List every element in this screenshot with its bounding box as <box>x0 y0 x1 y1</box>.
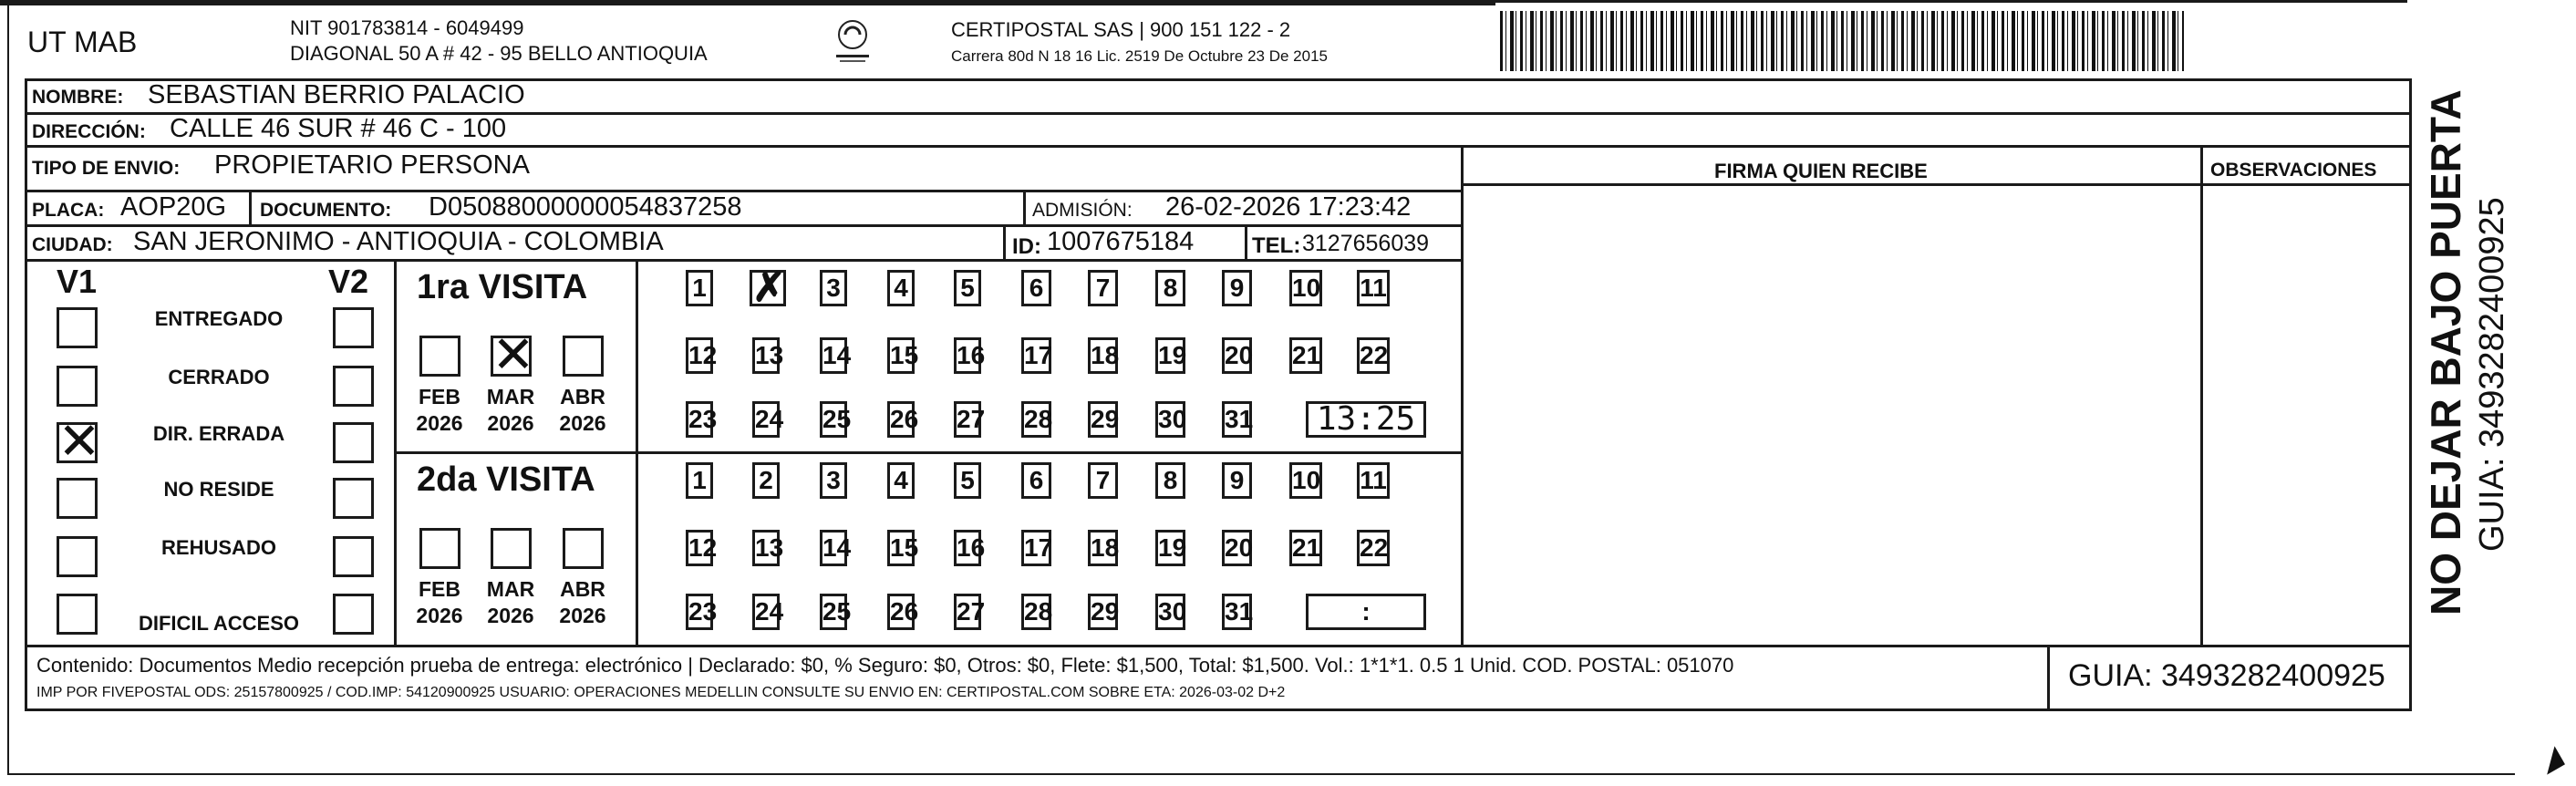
v1-checkbox[interactable] <box>57 307 98 348</box>
side-guia: GUIA: 3493282400925 <box>2473 197 2511 552</box>
day-cell[interactable]: 9 <box>1222 270 1252 306</box>
v1-checkbox[interactable] <box>57 366 98 407</box>
day-cell[interactable]: 13 <box>752 530 780 566</box>
day-cell[interactable] <box>750 265 786 310</box>
direccion-value: CALLE 46 SUR # 46 C - 100 <box>170 114 507 143</box>
documento-label: DOCUMENTO: <box>260 200 392 221</box>
placa-label: PLACA: <box>32 200 105 221</box>
day-cell[interactable]: 24 <box>752 401 780 438</box>
certipostal-logo <box>834 18 871 55</box>
admision-value: 26-02-2026 17:23:42 <box>1165 192 1412 222</box>
day-cell[interactable]: 1 <box>686 462 713 499</box>
guia-divider <box>2047 645 2050 711</box>
day-cell[interactable]: 26 <box>887 401 915 438</box>
header-nit: NIT 901783814 - 6049499 <box>290 16 524 39</box>
footer-guia: GUIA: 3493282400925 <box>2068 658 2385 693</box>
day-cell[interactable]: 4 <box>887 462 915 499</box>
v2-checkbox[interactable] <box>333 594 374 635</box>
brand: UT MAB <box>27 26 138 58</box>
visit-title: 2da VISITA <box>417 460 595 499</box>
carrier-name: CERTIPOSTAL SAS | 900 151 122 - 2 <box>951 18 1291 41</box>
day-cell[interactable]: 21 <box>1289 337 1322 374</box>
id-divider <box>1003 224 1006 259</box>
day-cell[interactable]: 8 <box>1155 270 1185 306</box>
day-cell[interactable]: 25 <box>820 594 847 630</box>
status-option-label: REHUSADO <box>161 536 276 559</box>
month-checkbox[interactable] <box>419 528 460 569</box>
day-cell[interactable]: 3 <box>820 462 847 499</box>
day-cell[interactable]: 3 <box>820 270 847 306</box>
month-label: ABR <box>560 577 605 601</box>
visit-title: 1ra VISITA <box>417 268 588 306</box>
day-cell[interactable]: 6 <box>1021 462 1051 499</box>
month-label: MAR <box>486 577 535 601</box>
top-border <box>0 0 1495 5</box>
v2-checkbox[interactable] <box>333 307 374 348</box>
tipo-value: PROPIETARIO PERSONA <box>214 150 530 180</box>
v1-checkbox[interactable] <box>57 594 98 635</box>
day-cell[interactable]: 27 <box>954 594 981 630</box>
obs-divider <box>2200 145 2203 645</box>
id-value: 1007675184 <box>1047 227 1195 256</box>
day-cell[interactable]: 25 <box>820 401 847 438</box>
observaciones-label: OBSERVACIONES <box>2210 160 2377 181</box>
side-warning: NO DEJAR BAJO PUERTA <box>2422 89 2469 615</box>
tel-divider <box>1245 224 1247 259</box>
tel-label: TEL: <box>1252 233 1301 258</box>
day-cell[interactable]: 19 <box>1155 337 1185 374</box>
day-cell[interactable]: 18 <box>1088 337 1118 374</box>
firma-line <box>1461 183 2412 186</box>
status-option-label: DIR. ERRADA <box>152 422 285 445</box>
month-label: FEB <box>419 577 460 601</box>
carrier-address: Carrera 80d N 18 16 Lic. 2519 De Octubre 23 De 2015 <box>951 47 1328 65</box>
left-edge <box>7 5 9 773</box>
row-line <box>25 259 1464 262</box>
day-cell[interactable]: 15 <box>887 530 915 566</box>
day-cell[interactable]: 20 <box>1222 337 1252 374</box>
top-border-right <box>1495 0 2407 3</box>
footer-imp: IMP POR FIVEPOSTAL ODS: 25157800925 / COD.IMP: 54120900925 USUARIO: OPERACIONES MEDELLIN CONSULTE SU ENVIO EN: CERTIPOSTAL.COM SOBRE ETA: 2026-03-02 D+2 <box>36 685 1286 700</box>
day-cell[interactable]: 12 <box>686 530 713 566</box>
day-cell[interactable]: 1 <box>686 270 713 306</box>
admision-divider <box>1023 190 1026 224</box>
day-cell[interactable]: 5 <box>954 270 981 306</box>
check-x-mark: ✕ <box>491 326 535 383</box>
day-cell[interactable]: 30 <box>1155 401 1185 438</box>
day-cell[interactable]: 10 <box>1289 270 1322 306</box>
ciudad-label: CIUDAD: <box>32 234 113 255</box>
year-label: 2026 <box>487 604 534 627</box>
day-cell[interactable]: 21 <box>1289 530 1322 566</box>
day-cell[interactable]: 26 <box>887 594 915 630</box>
documento-value: D05088000000054837258 <box>429 192 742 222</box>
day-cell[interactable]: 4 <box>887 270 915 306</box>
day-cell[interactable]: 29 <box>1088 594 1118 630</box>
firma-divider <box>1461 145 1464 645</box>
day-cell[interactable]: 17 <box>1021 337 1051 374</box>
nombre-label: NOMBRE: <box>32 87 124 108</box>
v1-label: V1 <box>57 263 98 300</box>
day-cell[interactable]: 10 <box>1289 462 1322 499</box>
month-checkbox[interactable] <box>491 326 535 383</box>
nombre-value: SEBASTIAN BERRIO PALACIO <box>148 80 525 109</box>
day-cell[interactable]: 8 <box>1155 462 1185 499</box>
day-cell[interactable]: 31 <box>1222 401 1252 438</box>
v1-checkbox[interactable] <box>57 536 98 577</box>
day-cell[interactable]: 30 <box>1155 594 1185 630</box>
footer-contenido: Contenido: Documentos Medio recepción prueba de entrega: electrónico | Declarado: $0, % Seguro: $0, Otros: $0, Flete: $1,500, Total: $1,500. Vol.: 1*1*1. 0.5 1 Unid. COD. POSTAL: 051070 <box>36 654 1734 677</box>
v1-checkbox[interactable] <box>57 412 101 470</box>
tipo-label: TIPO DE ENVIO: <box>32 158 181 179</box>
day-cell[interactable]: 7 <box>1088 462 1118 499</box>
day-cell[interactable]: 28 <box>1021 594 1051 630</box>
day-cell[interactable]: 17 <box>1021 530 1051 566</box>
day-cell[interactable]: 11 <box>1357 462 1390 499</box>
day-cell[interactable]: 29 <box>1088 401 1118 438</box>
placa-value: AOP20G <box>120 192 227 222</box>
direccion-label: DIRECCIÓN: <box>32 121 146 142</box>
day-cell[interactable]: 22 <box>1357 530 1390 566</box>
v2-checkbox[interactable] <box>333 422 374 463</box>
year-label: 2026 <box>559 604 606 627</box>
header-address: DIAGONAL 50 A # 42 - 95 BELLO ANTIOQUIA <box>290 42 708 65</box>
v2-checkbox[interactable] <box>333 366 374 407</box>
day-cell[interactable]: 23 <box>686 594 713 630</box>
month-label: MAR <box>486 385 535 409</box>
day-cell[interactable]: 14 <box>820 530 847 566</box>
year-label: 2026 <box>416 604 463 627</box>
corner-mark: ◢ <box>2533 740 2567 778</box>
day-cell[interactable]: 2 <box>752 462 780 499</box>
id-label: ID: <box>1012 234 1041 259</box>
row-line <box>25 145 2412 148</box>
month-label: FEB <box>419 385 460 409</box>
day-cell[interactable]: 7 <box>1088 270 1118 306</box>
day-cell[interactable]: 6 <box>1021 270 1051 306</box>
status-option-label: NO RESIDE <box>163 478 274 501</box>
day-cell[interactable]: 14 <box>820 337 847 374</box>
v2-checkbox[interactable] <box>333 536 374 577</box>
day-cell[interactable]: 16 <box>954 530 981 566</box>
month-checkbox[interactable] <box>563 528 604 569</box>
year-label: 2026 <box>416 411 463 435</box>
ciudad-value: SAN JERONIMO - ANTIOQUIA - COLOMBIA <box>133 227 664 256</box>
v2-checkbox[interactable] <box>333 478 374 519</box>
status-option-label: ENTREGADO <box>154 307 284 330</box>
month-label: ABR <box>560 385 605 409</box>
day-cell[interactable]: 24 <box>752 594 780 630</box>
day-cell[interactable]: 5 <box>954 462 981 499</box>
time-field[interactable]: 13:25 <box>1306 401 1426 438</box>
v1-checkbox[interactable] <box>57 478 98 519</box>
day-cell[interactable]: 13 <box>752 337 780 374</box>
day-cell[interactable]: 22 <box>1357 337 1390 374</box>
status-option-label: DIFICIL ACCESO <box>138 612 299 635</box>
month-checkbox[interactable] <box>563 336 604 377</box>
day-cell[interactable]: 16 <box>954 337 981 374</box>
admision-label: ADMISIÓN: <box>1032 200 1133 221</box>
placa-divider <box>249 190 252 224</box>
footer-line <box>25 645 2412 647</box>
day-cell[interactable]: 18 <box>1088 530 1118 566</box>
day-cell[interactable]: 15 <box>887 337 915 374</box>
day-cell[interactable]: 23 <box>686 401 713 438</box>
v2-label: V2 <box>328 263 369 300</box>
month-checkbox[interactable] <box>419 336 460 377</box>
year-label: 2026 <box>487 411 534 435</box>
day-cell[interactable]: 9 <box>1222 462 1252 499</box>
visit-divider <box>394 451 1464 454</box>
day-cell[interactable]: 12 <box>686 337 713 374</box>
check-x-mark: ✕ <box>57 412 101 470</box>
day-cell[interactable]: 19 <box>1155 530 1185 566</box>
day-cell[interactable]: 28 <box>1021 401 1051 438</box>
time-field[interactable]: : <box>1306 594 1426 630</box>
status-option-label: CERRADO <box>168 366 270 388</box>
day-cell[interactable]: 11 <box>1357 270 1390 306</box>
day-cell[interactable]: 20 <box>1222 530 1252 566</box>
day-cell[interactable]: 27 <box>954 401 981 438</box>
barcode <box>1500 11 2184 71</box>
firma-label: FIRMA QUIEN RECIBE <box>1714 160 1928 182</box>
year-label: 2026 <box>559 411 606 435</box>
day-x-mark: ✗ <box>752 265 786 310</box>
bottom-line <box>7 773 2515 775</box>
month-checkbox[interactable] <box>491 528 532 569</box>
tel-value: 3127656039 <box>1302 231 1430 256</box>
day-cell[interactable]: 31 <box>1222 594 1252 630</box>
